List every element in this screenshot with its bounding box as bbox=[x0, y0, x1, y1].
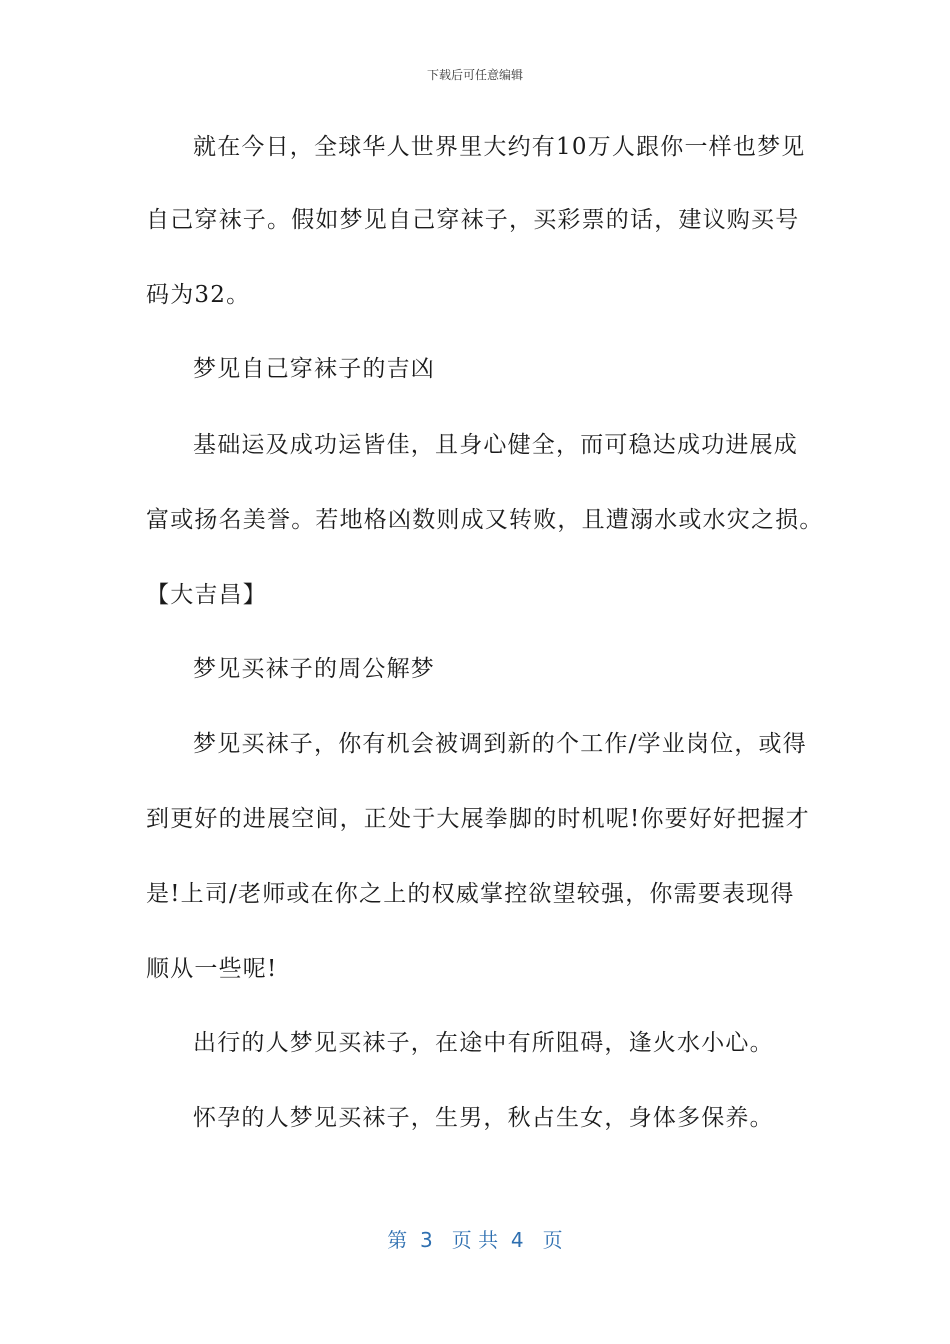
paragraph-line: 就在今日，全球华人世界里大约有10万人跟你一样也梦见 bbox=[193, 134, 806, 160]
paragraph-line: 自己穿袜子。假如梦见自己穿袜子，买彩票的话，建议购买号 bbox=[146, 207, 800, 233]
paragraph-line: 码为32。 bbox=[146, 282, 251, 308]
verdict-label: 【大吉昌】 bbox=[146, 582, 267, 608]
page-number: 第 3 页 共 4 页 bbox=[387, 1228, 563, 1252]
header-note: 下载后可任意编辑 bbox=[426, 68, 523, 82]
paragraph-line: 出行的人梦见买袜子，在途中有所阻碍，逢火水小心。 bbox=[193, 1030, 774, 1056]
paragraph-line: 富或扬名美誉。若地格凶数则成又转败，且遭溺水或水灾之损。 bbox=[146, 507, 824, 533]
paragraph-line: 顺从一些呢! bbox=[146, 956, 278, 982]
paragraph-line: 怀孕的人梦见买袜子，生男，秋占生女，身体多保养。 bbox=[193, 1105, 774, 1131]
paragraph-line: 梦见买袜子，你有机会被调到新的个工作/学业岗位，或得 bbox=[193, 731, 807, 757]
section-heading: 梦见买袜子的周公解梦 bbox=[193, 656, 435, 682]
section-heading: 梦见自己穿袜子的吉凶 bbox=[193, 356, 435, 382]
paragraph-line: 基础运及成功运皆佳，且身心健全，而可稳达成功进展成 bbox=[193, 432, 798, 458]
paragraph-line: 到更好的进展空间，正处于大展拳脚的时机呢!你要好好把握才 bbox=[146, 806, 810, 832]
paragraph-line: 是!上司/老师或在你之上的权威掌控欲望较强，你需要表现得 bbox=[146, 881, 795, 907]
